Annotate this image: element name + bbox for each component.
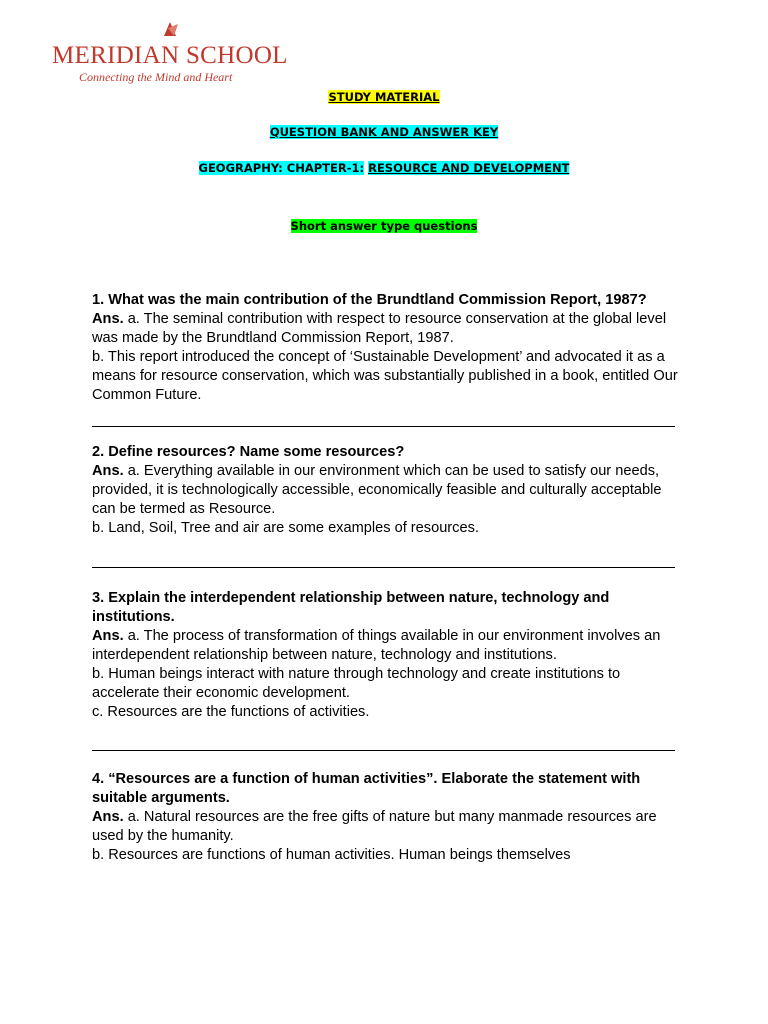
answer-c: c. Resources are the functions of activities. bbox=[92, 704, 370, 720]
logo-tagline: Connecting the Mind and Heart bbox=[79, 70, 233, 84]
answer-text: a. Natural resources are the free gifts of nature but many manmade resources are used by the humanity. bbox=[92, 809, 657, 844]
question-block-4 bbox=[92, 770, 684, 865]
school-logo bbox=[52, 18, 288, 86]
chapter-heading bbox=[0, 161, 768, 175]
answer-a bbox=[92, 462, 684, 519]
logo-school-name: MERIDIAN SCHOOL bbox=[52, 42, 288, 69]
answer-label: Ans. bbox=[92, 311, 124, 327]
answer-b: b. This report introduced the concept of ‘Sustainable Development’ and advocated it as a means for resource conservation, which was substantially published in a book, entitled Our Common Future. bbox=[92, 349, 678, 403]
answer-b: b. Human beings interact with nature through technology and create institutions to accelerate their economic development. bbox=[92, 666, 621, 701]
question-text: 2. Define resources? Name some resources? bbox=[92, 444, 405, 460]
question-block-2 bbox=[92, 443, 684, 538]
divider bbox=[92, 426, 675, 427]
answer-label: Ans. bbox=[92, 628, 124, 644]
section-heading bbox=[0, 219, 768, 233]
answer-text: a. The seminal contribution with respect to resource conservation at the global level was made by the Brundtland Commission Report, 1987. bbox=[92, 311, 667, 346]
answer-label: Ans. bbox=[92, 463, 124, 479]
chapter-prefix: GEOGRAPHY: CHAPTER-1: bbox=[198, 161, 365, 175]
study-material-heading bbox=[0, 90, 768, 104]
answer-b: b. Land, Soil, Tree and air are some examples of resources. bbox=[92, 520, 479, 536]
chapter-title: RESOURCE AND DEVELOPMENT bbox=[368, 161, 570, 175]
answer-label: Ans. bbox=[92, 809, 124, 825]
divider bbox=[92, 750, 675, 751]
answer-text: a. Everything available in our environment which can be used to satisfy our needs, provided, it is technologically accessible, economically feasible and culturally acceptable can be termed as Resource. bbox=[92, 463, 662, 517]
section-heading-text: Short answer type questions bbox=[290, 219, 478, 233]
question-text: 3. Explain the interdependent relationship between nature, technology and institutions. bbox=[92, 590, 610, 625]
answer-a bbox=[92, 808, 684, 846]
answer-b: b. Resources are functions of human activities. Human beings themselves bbox=[92, 847, 571, 863]
question-text: 4. “Resources are a function of human activities”. Elaborate the statement with suitable arguments. bbox=[92, 771, 641, 806]
divider bbox=[92, 567, 675, 568]
question-list bbox=[92, 291, 684, 865]
study-material-text: STUDY MATERIAL bbox=[328, 90, 440, 104]
question-bank-heading bbox=[0, 125, 768, 139]
question-block-1 bbox=[92, 291, 684, 405]
answer-a bbox=[92, 310, 684, 348]
answer-a bbox=[92, 627, 684, 665]
question-bank-text: QUESTION BANK AND ANSWER KEY bbox=[269, 125, 499, 139]
answer-text: a. The process of transformation of things available in our environment involves an interdependent relationship between nature, technology and institutions. bbox=[92, 628, 661, 663]
question-text: 1. What was the main contribution of the Brundtland Commission Report, 1987? bbox=[92, 292, 647, 308]
question-block-3 bbox=[92, 589, 684, 722]
